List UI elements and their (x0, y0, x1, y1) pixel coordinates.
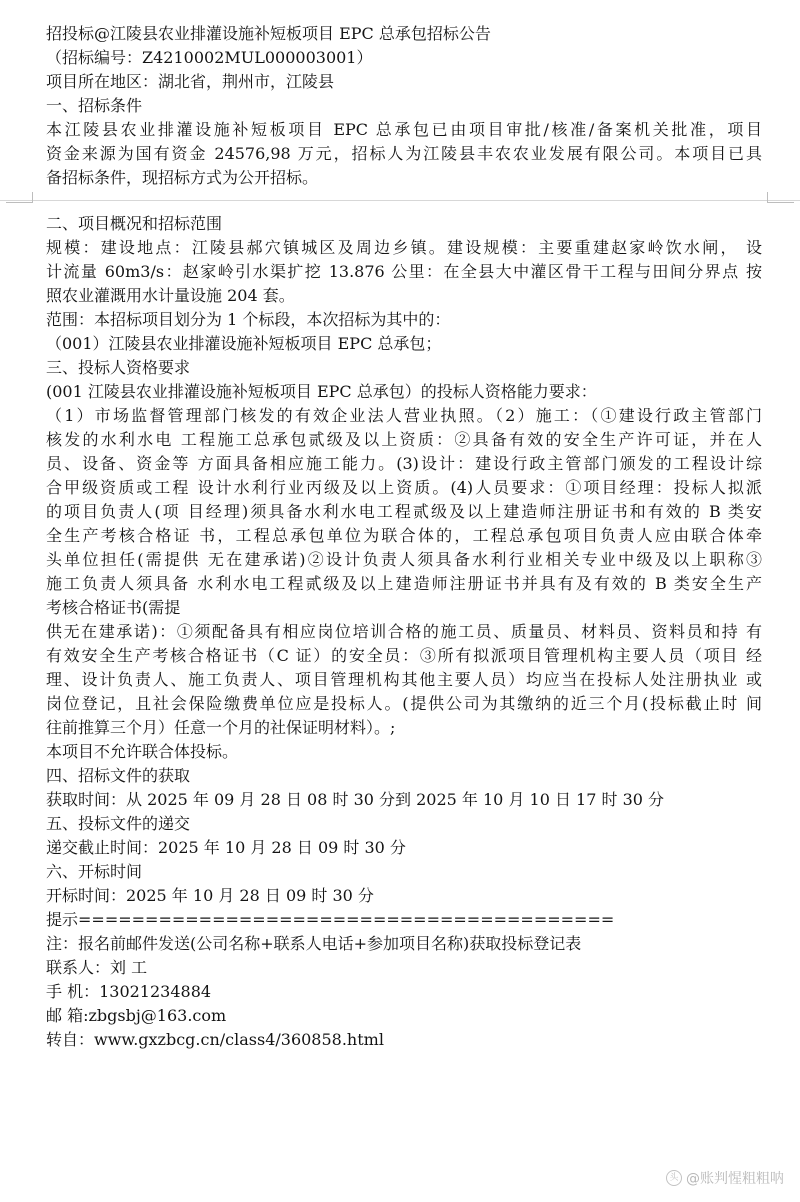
watermark-text: @账判惺粗粗呐 (686, 1171, 784, 1187)
document-line: （1）市场监督管理部门核发的有效企业法人营业执照。（2）施工：（①建设行政主管部门 (46, 406, 762, 425)
watermark (666, 1168, 784, 1188)
document-line: 提示======================================== (46, 910, 615, 929)
document-line: 照农业灌溉用水计量设施 204 套。 (46, 286, 295, 305)
document-line: 手 机：13021234884 (46, 982, 212, 1001)
document-line: 全生产考核合格证 书，工程总承包单位为联合体的，工程总承包项目负责人应由联合体牵 (46, 526, 762, 545)
document-line: 的项目负责人(项 目经理)须具备水利水电工程贰级及以上建造师注册证书和有效的 B 类安 (46, 502, 762, 521)
document-line: 二、项目概况和招标范围 (46, 214, 223, 233)
document-block-part1 (46, 22, 762, 190)
document-line: 员、设备、资金等 方面具备相应施工能力。(3)设计：建设行政主管部门颁发的工程设计综 (46, 454, 762, 473)
document-line: 理、设计负责人、施工负责人、项目管理机构其他主要人员）均应当在投标人处注册执业 或 (46, 670, 762, 689)
document-block-part2 (46, 212, 762, 1052)
document-line: （招标编号：Z4210002MUL000003001） (46, 48, 373, 67)
document-line: 往前推算三个月）任意一个月的社保证明材料）。; (46, 718, 396, 737)
document-line: （001）江陵县农业排灌设施补短板项目 EPC 总承包； (46, 334, 442, 353)
document-line: 五、投标文件的递交 (46, 814, 191, 833)
document-line: 三、投标人资格要求 (46, 358, 191, 377)
document-line: 开标时间：2025 年 10 月 28 日 09 时 30 分 (46, 886, 374, 905)
document-line: 递交截止时间：2025 年 10 月 28 日 09 时 30 分 (46, 838, 406, 857)
page-break-separator (46, 190, 762, 212)
document-line: 计流量 60m3/s：赵家岭引水渠扩挖 13.876 公里：在全县大中灌区骨干工程与田间分界点 按 (46, 262, 762, 281)
document-line: 有效安全生产考核合格证书（C 证）的安全员：③所有拟派项目管理机构主要人员（项目 经 (46, 646, 762, 665)
document-line: 考核合格证书(需提 (46, 598, 181, 617)
page-corner-mark-left (6, 192, 33, 203)
page-break-line (0, 200, 800, 201)
document-line: 获取时间：从 2025 年 09 月 28 日 08 时 30 分到 2025 年 10 月 10 日 17 时 30 分 (46, 790, 665, 809)
document-line: 一、招标条件 (46, 96, 143, 115)
document-line: 资金来源为国有资金 24576,98 万元，招标人为江陵县丰农农业发展有限公司。本项目已具 (46, 144, 762, 163)
document-line: 核发的水利水电 工程施工总承包贰级及以上资质：②具备有效的安全生产许可证，并在人 (46, 430, 762, 449)
document-line: 范围：本招标项目划分为 1 个标段，本次招标为其中的： (46, 310, 451, 329)
document-line: 六、开标时间 (46, 862, 143, 881)
document-line: 招投标@江陵县农业排灌设施补短板项目 EPC 总承包招标公告 (46, 24, 491, 43)
announcement-document (46, 22, 762, 1052)
document-line: 备招标条件，现招标方式为公开招标。 (46, 168, 319, 187)
page-corner-mark-right (767, 192, 794, 203)
document-line: 本项目不允许联合体投标。 (46, 742, 239, 761)
document-line: 邮 箱:zbgsbj@163.com (46, 1006, 227, 1025)
document-line: 注：报名前邮件发送(公司名称+联系人电话+参加项目名称)获取投标登记表 (46, 934, 582, 953)
document-line: 规模：建设地点：江陵县郝穴镇城区及周边乡镇。建设规模：主要重建赵家岭饮水闸， 设 (46, 238, 762, 257)
document-line: 施工负责人须具备 水利水电工程贰级及以上建造师注册证书并具有及有效的 B 类安全生产 (46, 574, 762, 593)
document-line: 联系人：刘 工 (46, 958, 148, 977)
document-line: 岗位登记，且社会保险缴费单位应是投标人。(提供公司为其缴纳的近三个月(投标截止时 间 (46, 694, 762, 713)
document-line: 转自：www.gxzbcg.cn/class4/360858.html (46, 1030, 384, 1049)
document-line: 本江陵县农业排灌设施补短板项目 EPC 总承包已由项目审批/核准/备案机关批准，项目 (46, 120, 762, 139)
document-line: 头单位担任(需提供 无在建承诺)②设计负责人须具备水利行业相关专业中级及以上职称③ (46, 550, 762, 569)
document-line: 合甲级资质或工程 设计水利行业丙级及以上资质。(4)人员要求：①项目经理：投标人拟派 (46, 478, 762, 497)
toutiao-logo-icon: 头 (666, 1170, 682, 1186)
document-line: (001 江陵县农业排灌设施补短板项目 EPC 总承包）的投标人资格能力要求： (46, 382, 597, 401)
document-line: 项目所在地区：湖北省，荆州市，江陵县 (46, 72, 335, 91)
document-line: 四、招标文件的获取 (46, 766, 191, 785)
document-line: 供无在建承诺)：①须配备具有相应岗位培训合格的施工员、质量员、材料员、资料员和持 有 (46, 622, 762, 641)
